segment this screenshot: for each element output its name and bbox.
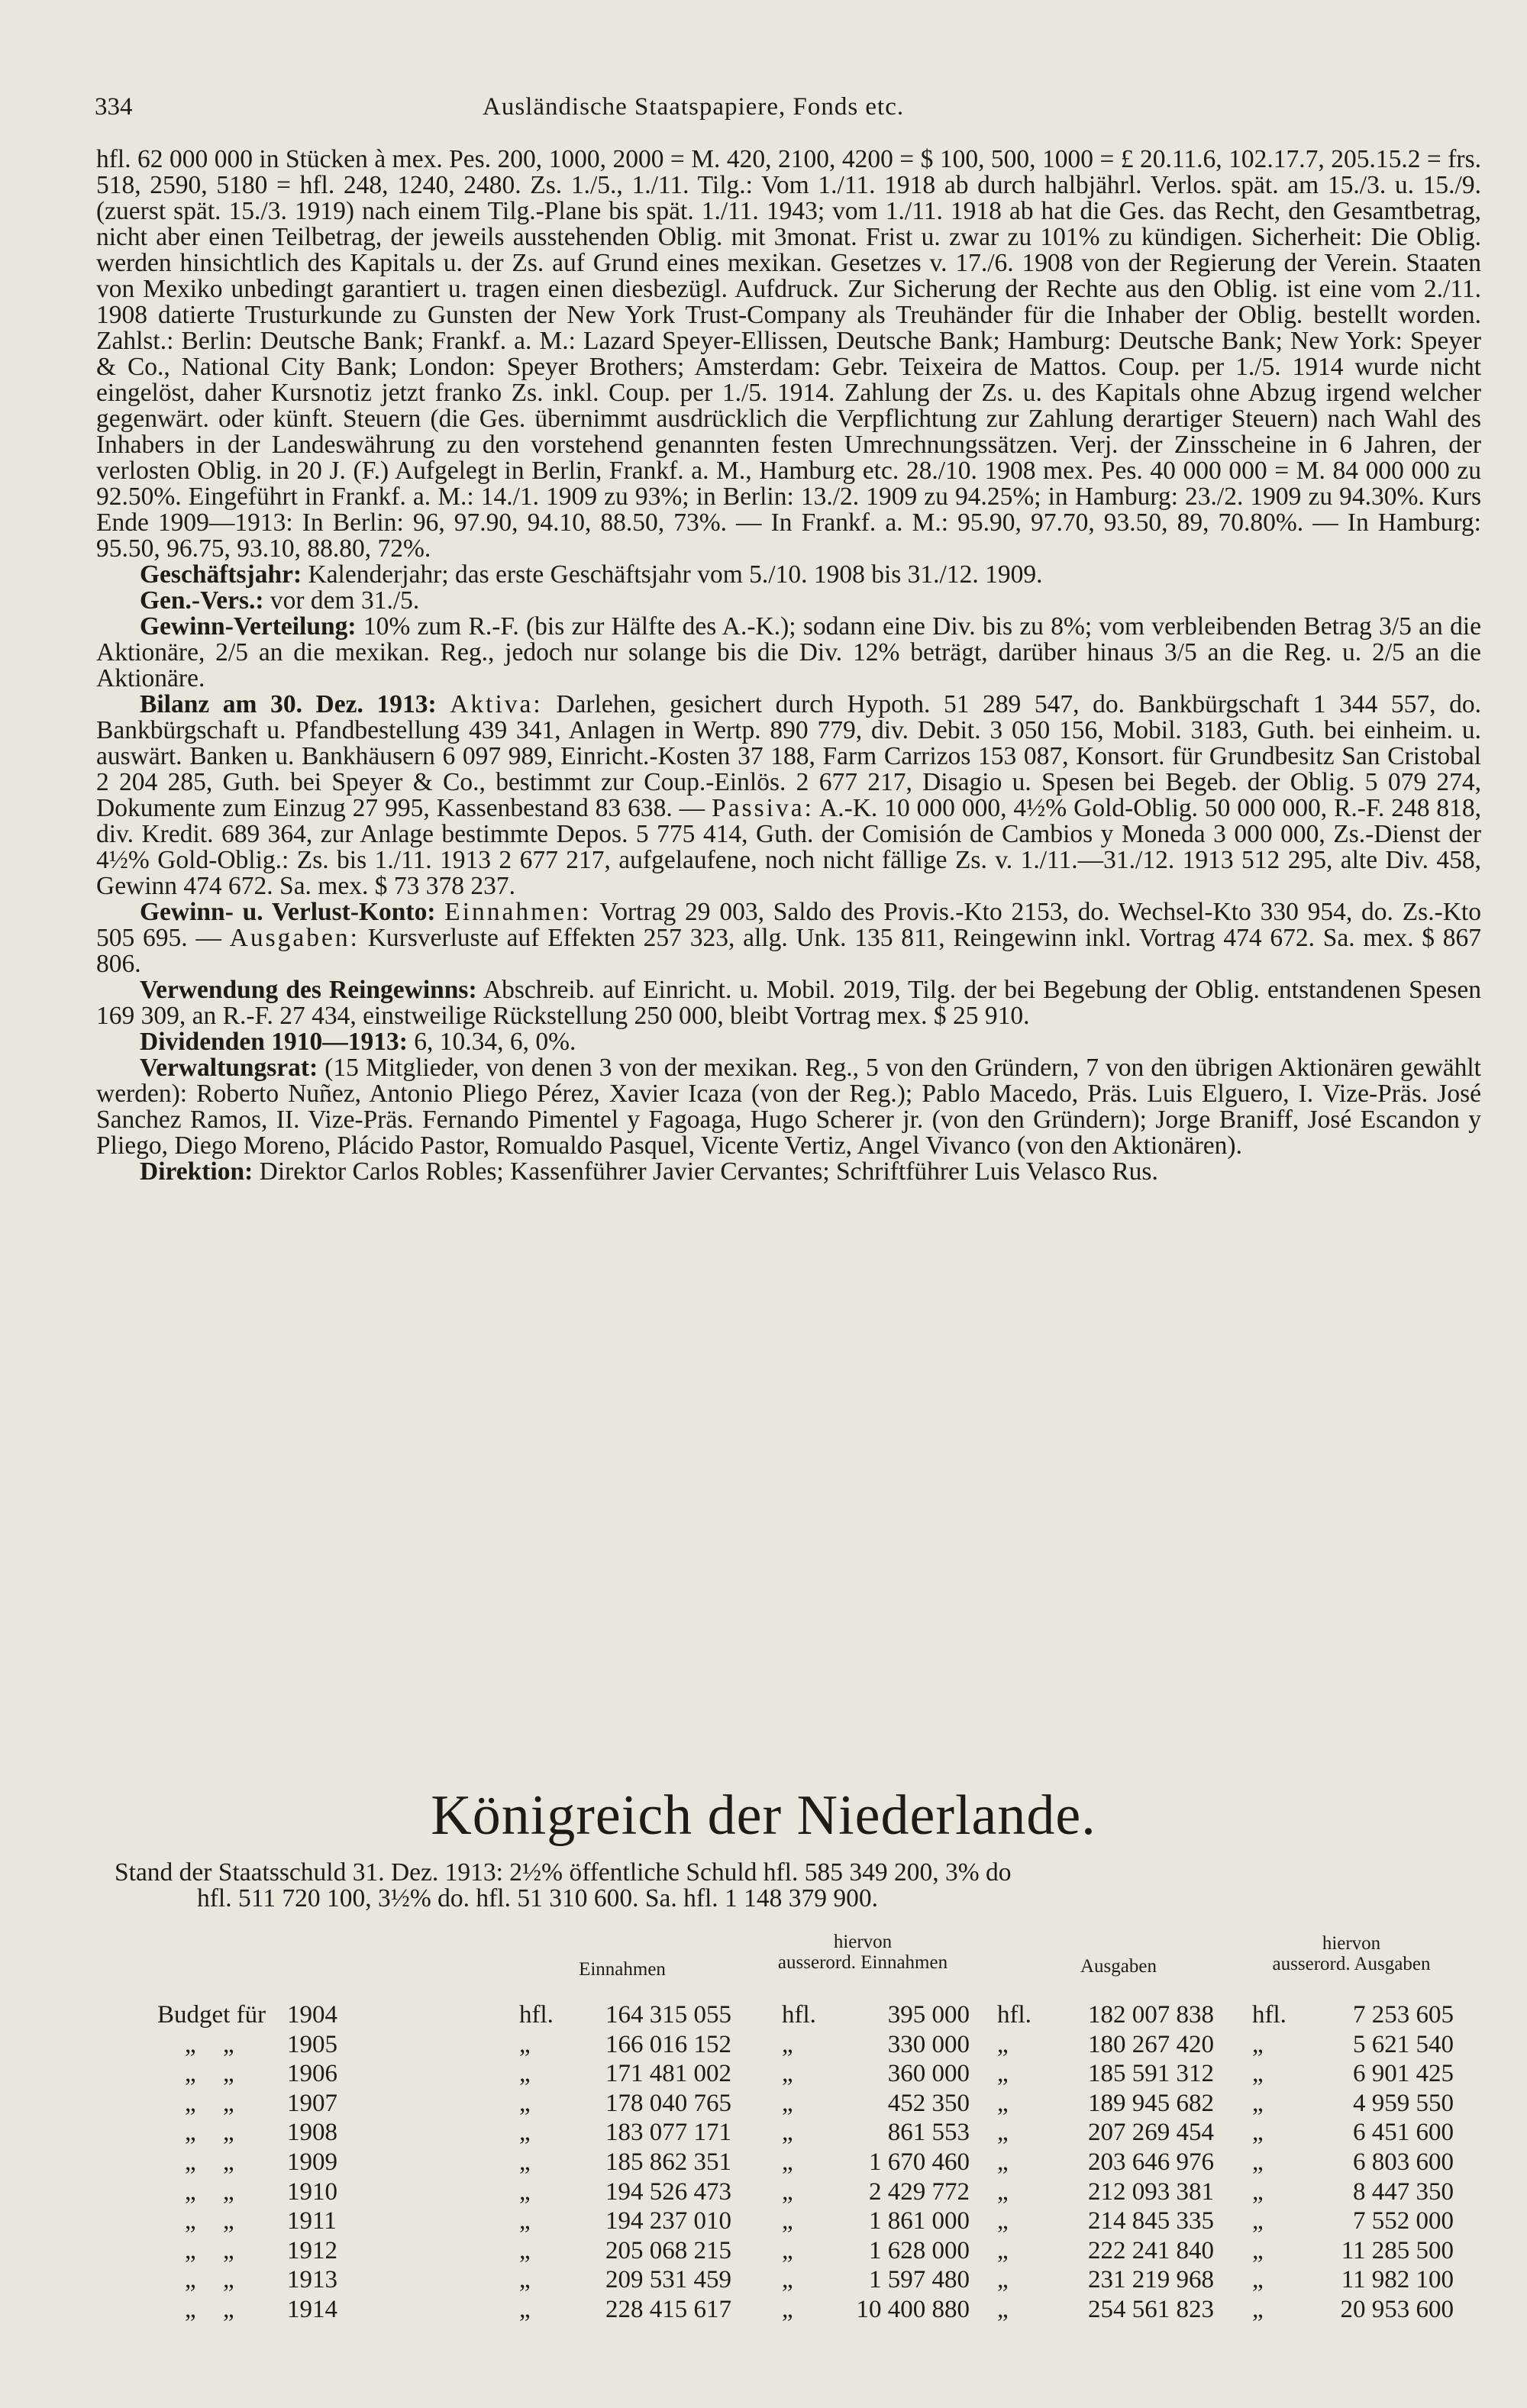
year-cell: 1906: [287, 2060, 337, 2087]
table-row: [0, 2001, 1527, 2030]
einnahmen-cell: 209 531 459: [605, 2266, 731, 2293]
ditto-mark: „: [1252, 2207, 1264, 2235]
ausgaben-cell: 214 845 335: [1088, 2207, 1214, 2235]
ditto-mark: „: [997, 2237, 1009, 2264]
row-label: Budget für: [157, 2001, 266, 2029]
passiva-text: A.-K. 10 000 000, 4½% Gold-Oblig. 50 000 000, R.-F. 248 818, div. Kredit. 689 364, zur Anlage bestimmte Depos. 5 775 414, Guth. der Comisión de Cambios y Moneda 3 000 000, Zs.-Dienst der 4½% Gold-Oblig.: Zs. bis 1./11. 1913 2 677 217, aufgelaufene, noch nicht fällige Zs. v. 1./11.—31./12. 1913 512 295, alte Div. 458, Gewinn 474 672. Sa. mex. $ 73 378 237.: [96, 794, 1482, 900]
ditto-mark: „: [223, 2090, 234, 2117]
aktiva-text: Darlehen, gesichert durch Hypoth. 51 289 547, do. Bankbürgschaft 1 344 557, do. Bankbürgschaft u. Pfandbestellung 439 341, Anlagen in Wertp. 890 779, div. Debit. 3 050 156, Mobil. 3183, Guth. bei einheim. u. auswärt. Banken u. Bankhäusern 6 097 989, Einricht.-Kosten 37 188, Farm Carrizos 153 087, Konsort. für Grundbesitz San Cristobal 2 204 285, Guth. bei Speyer & Co., bestimmt zur Coup.-Einlös. 2 677 217, Disagio u. Spesen bei Begeb. der Oblig. 5 079 274, Dokumente zum Einzug 27 995, Kassenbestand 83 638. —: [96, 690, 1482, 822]
table-row: [0, 2178, 1527, 2207]
ditto-mark: „: [782, 2237, 793, 2264]
ausserord-einnahmen-cell: 330 000: [887, 2031, 970, 2058]
year-cell: 1909: [287, 2148, 337, 2176]
year-cell: 1911: [287, 2207, 337, 2235]
dividenden-label: Dividenden 1910—1913:: [140, 1028, 408, 1056]
ausgaben-text: Kursverluste auf Effekten 257 323, allg. Unk. 135 811, Reingewinn inkl. Vortrag 474 672. Sa. mex. $ 867 806.: [96, 924, 1481, 978]
ausserord-einnahmen-cell: 1 597 480: [869, 2266, 970, 2293]
col-header-ausserord-einnahmen-line1: hiervon: [833, 1932, 893, 1952]
ditto-mark: „: [782, 2296, 793, 2323]
col-header-ausserord-ausgaben-line1: hiervon: [1322, 1933, 1381, 1954]
ausserord-einnahmen-cell: 1 670 460: [869, 2148, 970, 2176]
ditto-mark: „: [1252, 2090, 1264, 2117]
geschaeftsjahr-text: Kalenderjahr; das erste Geschäftsjahr vom 5./10. 1908 bis 31./12. 1909.: [308, 560, 1043, 589]
ditto-mark: „: [782, 2031, 793, 2058]
ausserord-ausgaben-cell: 5 621 540: [1353, 2031, 1454, 2058]
ausserord-einnahmen-cell: 2 429 772: [869, 2178, 970, 2206]
stand-line-1: Stand der Staatsschuld 31. Dez. 1913: 2½% öffentliche Schuld hfl. 585 349 200, 3% do: [115, 1858, 1012, 1887]
einnahmen-cell: 185 862 351: [605, 2148, 731, 2176]
table-row: [0, 2266, 1527, 2295]
ditto-mark: „: [782, 2148, 793, 2176]
table-row: [0, 2031, 1527, 2060]
einnahmen-cell: 228 415 617: [605, 2296, 731, 2323]
ditto-mark: „: [519, 2237, 531, 2264]
col-header-einnahmen-text: Einnahmen: [579, 1959, 666, 1980]
ditto-mark: „: [185, 2031, 196, 2058]
ausgaben-cell: 222 241 840: [1088, 2237, 1214, 2264]
gewinn-verteilung-label: Gewinn-Verteilung:: [140, 612, 357, 641]
gen-vers-text: vor dem 31./5.: [270, 586, 420, 615]
ausgaben-label: Ausgaben:: [229, 924, 360, 952]
einnahmen-text: Vortrag 29 003, Saldo des Provis.-Kto 2153, do. Wechsel-Kto 330 954, do. Zs.-Kto 505 695. —: [96, 898, 1481, 952]
ditto-mark: „: [782, 2178, 793, 2206]
einnahmen-cell: 171 481 002: [605, 2060, 731, 2087]
ausgaben-cell: 180 267 420: [1088, 2031, 1214, 2058]
ditto-mark: „: [1252, 2296, 1264, 2323]
ditto-mark: „: [1252, 2266, 1264, 2293]
ditto-mark: „: [1252, 2060, 1264, 2087]
ausgaben-cell: 203 646 976: [1088, 2148, 1214, 2176]
ausgaben-cell: 185 591 312: [1088, 2060, 1214, 2087]
einnahmen-cell: 164 315 055: [605, 2001, 731, 2029]
einnahmen-cell: 183 077 171: [605, 2119, 731, 2146]
ditto-mark: „: [223, 2178, 234, 2206]
ditto-mark: „: [185, 2296, 196, 2323]
gewinn-verlust-label: Gewinn- u. Verlust-Konto:: [140, 898, 436, 926]
geschaeftsjahr-label: Geschäftsjahr:: [140, 560, 302, 589]
ausserord-einnahmen-cell: 395 000: [887, 2001, 970, 2029]
ditto-mark: „: [223, 2119, 234, 2146]
ditto-mark: „: [185, 2207, 196, 2235]
col-header-ausgaben: [1023, 1956, 1214, 1977]
ausserord-ausgaben-cell: 8 447 350: [1353, 2178, 1454, 2206]
gewinn-verteilung-text: 10% zum R.-F. (bis zur Hälfte des A.-K.); sodann eine Div. bis zu 8%; vom verbleibenden Betrag 3/5 an die Aktionäre, 2/5 an die mexikan. Reg., jedoch nur solange bis die Div. 12% beträgt, darüber hinaus 3/5 an die Reg. u. 2/5 an die Aktionäre.: [96, 612, 1481, 692]
direktion-label: Direktion:: [140, 1157, 253, 1186]
ausgaben-cell: 254 561 823: [1088, 2296, 1214, 2323]
ditto-mark: „: [782, 2060, 793, 2087]
ditto-mark: „: [223, 2237, 234, 2264]
ditto-mark: „: [223, 2031, 234, 2058]
ausserord-ausgaben-cell: 11 982 100: [1341, 2266, 1454, 2293]
ausgaben-cell: 212 093 381: [1088, 2178, 1214, 2206]
einnahmen-cell: 205 068 215: [605, 2237, 731, 2264]
gen-vers-label: Gen.-Vers.:: [140, 586, 264, 615]
ditto-mark: „: [223, 2296, 234, 2323]
ausserord-ausgaben-cell: 20 953 600: [1340, 2296, 1454, 2323]
ditto-mark: „: [997, 2207, 1009, 2235]
currency: hfl.: [1252, 2001, 1286, 2029]
bond-terms-paragraph: hfl. 62 000 000 in Stücken à mex. Pes. 200, 1000, 2000 = M. 420, 2100, 4200 = $ 100, 500, 1000 = £ 20.11.6, 102.17.7, 205.15.2 = frs. 518, 2590, 5180 = hfl. 248, 1240, 2480. Zs. 1./5., 1./11. Tilg.: Vom 1./11. 1918 ab durch halbjährl. Verlos. spät. am 15./3. u. 15./9. (zuerst spät. 15./3. 1919) nach einem Tilg.-Plane bis spät. 1./11. 1943; vom 1./11. 1918 ab hat die Ges. das Recht, den Gesamtbetrag, nicht aber einen Teilbetrag, der jeweils ausstehenden Oblig. mit 3monat. Frist u. zwar zu 101% zu kündigen. Sicherheit: Die Oblig. werden hinsichtlich des Kapitals u. der Zs. auf Grund eines mexikan. Gesetzes v. 17./6. 1908 von der Regierung der Verein. Staaten von Mexiko unbedingt garantiert u. tragen einen diesbezügl. Aufdruck. Zur Sicherung der Rechte aus den Oblig. ist eine vom 2./11. 1908 datierte Trusturkunde zu Gunsten der New York Trust-Company als Treuhänder für die Inhaber der Oblig. bestellt worden. Zahlst.: Berlin: Deutsche Bank; Frankf. a. M.: Lazard Speyer-Ellissen, Deutsche Bank; Hamburg: Deutsche Bank; New York: Speyer & Co., National City Bank; London: Speyer Brothers; Amsterdam: Gebr. Teixeira de Mattos. Coup. per 1./5. 1914 wurde nicht eingelöst, daher Kursnotiz jetzt franko Zs. inkl. Coup. per 1./5. 1914. Zahlung der Zs. u. des Kapitals ohne Abzug irgend welcher gegenwärt. oder künft. Steuern (die Ges. übernimmt ausdrücklich die Verpflichtung zur Zahlung derartiger Steuern) nach Wahl des Inhabers in der Landeswährung zu den vorstehend genannten festen Umrechnungssätzen. Verj. der Zinsscheine in 6 Jahren, der verlosten Oblig. in 20 J. (F.) Aufgelegt in Berlin, Frankf. a. M., Hamburg etc. 28./10. 1908 mex. Pes. 40 000 000 = M. 84 000 000 zu 92.50%. Eingeführt in Frankf. a. M.: 14./1. 1909 zu 93%; in Berlin: 13./2. 1909 zu 94.25%; in Hamburg: 23./2. 1909 zu 94.30%. Kurs Ende 1909—1913: In Berlin: 96, 97.90, 94.10, 88.50, 73%. — In Frankf. a. M.: 95.90, 97.70, 93.50, 89, 70.80%. — In Hamburg: 95.50, 96.75, 93.10, 88.80, 72%.: [96, 145, 1481, 563]
table-row: [0, 2148, 1527, 2177]
year-cell: 1908: [287, 2119, 337, 2146]
bilanz-label: Bilanz am 30. Dez. 1913:: [140, 690, 437, 718]
year-cell: 1910: [287, 2178, 337, 2206]
einnahmen-label: Einnahmen:: [444, 898, 592, 926]
ditto-mark: „: [1252, 2148, 1264, 2176]
ditto-mark: „: [519, 2060, 531, 2087]
col-header-einnahmen: [519, 1959, 725, 1980]
ditto-mark: „: [519, 2178, 531, 2206]
section-title: Königreich der Niederlande.: [431, 1784, 1096, 1847]
ausserord-einnahmen-cell: 452 350: [887, 2090, 970, 2117]
einnahmen-cell: 194 526 473: [605, 2178, 731, 2206]
ditto-mark: „: [185, 2119, 196, 2146]
col-header-ausserord-ausgaben: [1214, 1933, 1489, 1974]
ditto-mark: „: [997, 2090, 1009, 2117]
ausgaben-cell: 207 269 454: [1088, 2119, 1214, 2146]
ditto-mark: „: [997, 2031, 1009, 2058]
table-row: [0, 2296, 1527, 2325]
ausserord-einnahmen-cell: 861 553: [887, 2119, 970, 2146]
year-cell: 1905: [287, 2031, 337, 2058]
ausserord-ausgaben-cell: 6 901 425: [1353, 2060, 1454, 2087]
ausserord-einnahmen-cell: 360 000: [887, 2060, 970, 2087]
page-number: 334: [95, 93, 133, 121]
passiva-label: Passiva:: [712, 794, 814, 822]
ditto-mark: „: [519, 2119, 531, 2146]
ditto-mark: „: [185, 2237, 196, 2264]
year-cell: 1907: [287, 2090, 337, 2117]
ditto-mark: „: [997, 2148, 1009, 2176]
verwendung-label: Verwendung des Reingewinns:: [140, 976, 477, 1004]
ditto-mark: „: [997, 2296, 1009, 2323]
col-header-ausserord-einnahmen: [725, 1932, 1000, 1973]
verwaltungsrat-text: (15 Mitglieder, von denen 3 von der mexikan. Reg., 5 von den Gründern, 7 von den übrigen Aktionären gewählt werden): Roberto Nuñez, Antonio Pliego Pérez, Xavier Icaza (von der Reg.); Pablo Macedo, Präs. Luis Elguero, I. Vize-Präs. José Sanchez Ramos, II. Vize-Präs. Fernando Pimentel y Fagoaga, Hugo Scherer jr. (von den Gründern); Jorge Braniff, José Escandon y Pliego, Diego Moreno, Plácido Pastor, Romualdo Pasquel, Vicente Vertiz, Angel Vivanco (von den Aktionären).: [96, 1054, 1481, 1160]
aktiva-label: Aktiva:: [450, 690, 543, 718]
ditto-mark: „: [185, 2178, 196, 2206]
ausgaben-cell: 231 219 968: [1088, 2266, 1214, 2293]
year-cell: 1913: [287, 2266, 337, 2293]
ditto-mark: „: [185, 2060, 196, 2087]
ditto-mark: „: [782, 2266, 793, 2293]
ditto-mark: „: [185, 2266, 196, 2293]
stand-line-2: hfl. 511 720 100, 3½% do. hfl. 51 310 600. Sa. hfl. 1 148 379 900.: [197, 1884, 879, 1913]
ditto-mark: „: [223, 2148, 234, 2176]
ditto-mark: „: [997, 2060, 1009, 2087]
year-cell: 1912: [287, 2237, 337, 2264]
ausserord-ausgaben-cell: 11 285 500: [1341, 2237, 1454, 2264]
year-cell: 1904: [287, 2001, 337, 2029]
dividenden-text: 6, 10.34, 6, 0%.: [414, 1028, 576, 1056]
year-cell: 1914: [287, 2296, 337, 2323]
table-row: [0, 2060, 1527, 2089]
table-row: [0, 2237, 1527, 2266]
ditto-mark: „: [519, 2031, 531, 2058]
ausserord-einnahmen-cell: 1 861 000: [869, 2207, 970, 2235]
ausserord-ausgaben-cell: 6 803 600: [1353, 2148, 1454, 2176]
ditto-mark: „: [223, 2207, 234, 2235]
col-header-ausserord-ausgaben-line2: ausserord. Ausgaben: [1272, 1954, 1431, 1974]
ditto-mark: „: [1252, 2178, 1264, 2206]
ditto-mark: „: [519, 2207, 531, 2235]
table-row: [0, 2090, 1527, 2119]
ausserord-ausgaben-cell: 7 253 605: [1353, 2001, 1454, 2029]
table-row: [0, 2207, 1527, 2236]
ditto-mark: „: [519, 2090, 531, 2117]
ditto-mark: „: [519, 2148, 531, 2176]
ditto-mark: „: [1252, 2237, 1264, 2264]
ausserord-ausgaben-cell: 4 959 550: [1353, 2090, 1454, 2117]
ausserord-ausgaben-cell: 6 451 600: [1353, 2119, 1454, 2146]
currency: hfl.: [519, 2001, 554, 2029]
ausserord-einnahmen-cell: 1 628 000: [869, 2237, 970, 2264]
col-header-ausserord-einnahmen-line2: ausserord. Einnahmen: [777, 1952, 948, 1973]
einnahmen-cell: 166 016 152: [605, 2031, 731, 2058]
ditto-mark: „: [782, 2090, 793, 2117]
einnahmen-cell: 178 040 765: [605, 2090, 731, 2117]
direktion-text: Direktor Carlos Robles; Kassenführer Javier Cervantes; Schriftführer Luis Velasco Rus.: [259, 1157, 1158, 1186]
einnahmen-cell: 194 237 010: [605, 2207, 731, 2235]
ditto-mark: „: [223, 2060, 234, 2087]
ditto-mark: „: [782, 2207, 793, 2235]
ditto-mark: „: [519, 2296, 531, 2323]
ditto-mark: „: [997, 2178, 1009, 2206]
ausserord-ausgaben-cell: 7 552 000: [1353, 2207, 1454, 2235]
currency: hfl.: [997, 2001, 1031, 2029]
ditto-mark: „: [997, 2119, 1009, 2146]
ditto-mark: „: [1252, 2031, 1264, 2058]
ditto-mark: „: [185, 2148, 196, 2176]
table-row: [0, 2119, 1527, 2148]
verwaltungsrat-label: Verwaltungsrat:: [140, 1054, 318, 1082]
ausserord-einnahmen-cell: 10 400 880: [856, 2296, 970, 2323]
ditto-mark: „: [223, 2266, 234, 2293]
ausgaben-cell: 189 945 682: [1088, 2090, 1214, 2117]
running-head: Ausländische Staatspapiere, Fonds etc.: [483, 93, 905, 121]
ausgaben-cell: 182 007 838: [1088, 2001, 1214, 2029]
verwendung-text: Abschreib. auf Einricht. u. Mobil. 2019, Tilg. der bei Begebung der Oblig. entstandenen Spesen 169 309, an R.-F. 27 434, einstweilige Rückstellung 250 000, bleibt Vortrag mex. $ 25 910.: [96, 976, 1481, 1030]
ditto-mark: „: [997, 2266, 1009, 2293]
currency: hfl.: [782, 2001, 816, 2029]
ditto-mark: „: [782, 2119, 793, 2146]
ditto-mark: „: [519, 2266, 531, 2293]
ditto-mark: „: [185, 2090, 196, 2117]
ditto-mark: „: [1252, 2119, 1264, 2146]
col-header-ausgaben-text: Ausgaben: [1080, 1956, 1157, 1977]
